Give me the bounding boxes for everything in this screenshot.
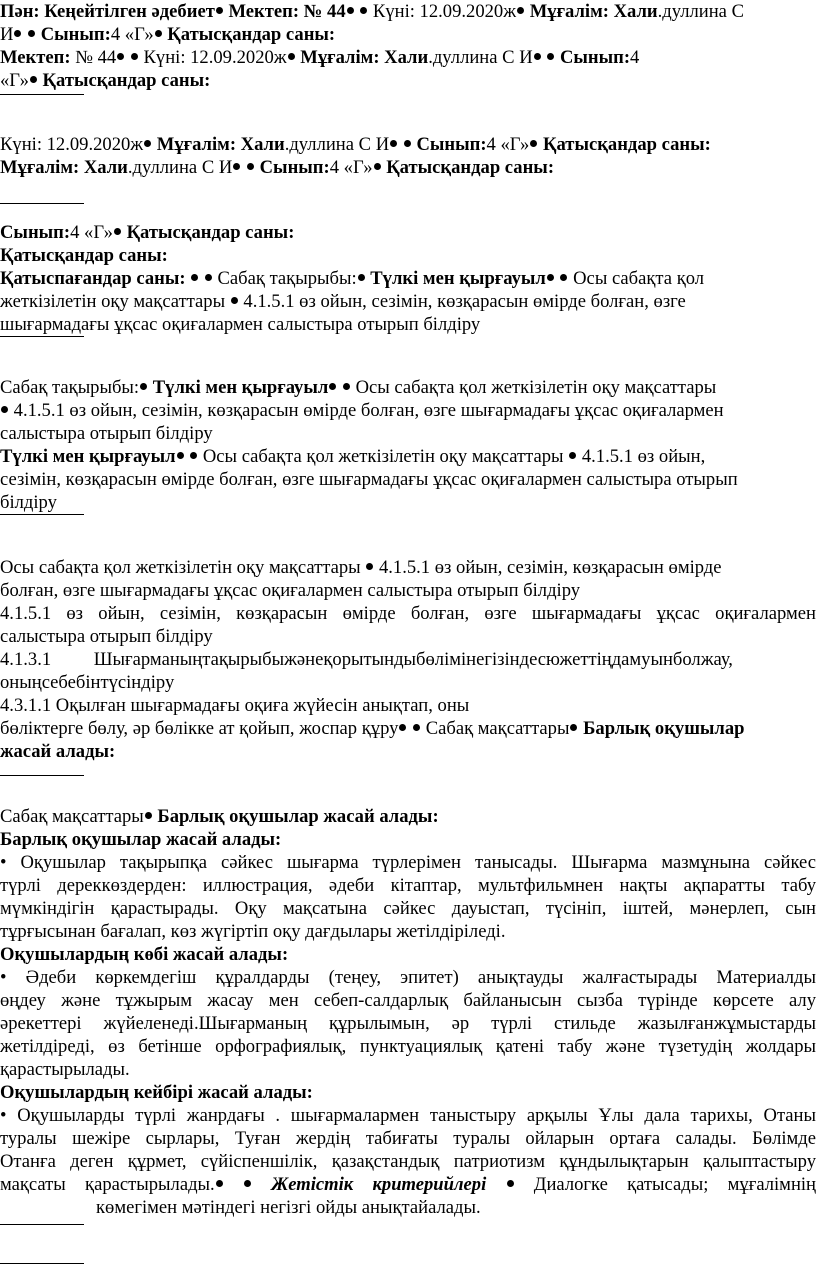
all-students-label: Барлық оқушылар <box>578 718 745 739</box>
teacher-name: .дуллина С <box>657 1 744 22</box>
line-4 <box>0 69 816 92</box>
criteria-label: Жетістік критерийлері <box>251 1174 487 1195</box>
topic-title: Түлкі мен қырғауыл <box>0 446 176 467</box>
bullet-icon <box>244 1180 251 1187</box>
objective-text: 4.1.5.1 өз ойын, <box>577 446 706 467</box>
footnote-rule <box>0 94 84 95</box>
line-21: салыстыра отырып білдіру <box>0 626 213 647</box>
bullet-icon <box>547 274 554 281</box>
objectives-label: Осы сабақта қол жеткізілетін оқу мақсаттары <box>350 377 717 398</box>
line-22: 4.1.3.1 Шығарманыңтақырыбыжәнеқорытындыбөлімінегізіндесюжеттіңдамуынболжау, <box>0 649 733 670</box>
line-29: • Оқушылар тақырыпқа сәйкес шығарма түрлерімен танысады. Шығарма мазмұнына сәйкес <box>0 852 816 873</box>
attendance-label: Қатысқандар саны: <box>381 157 555 178</box>
bullet-icon <box>413 724 420 731</box>
line-44: көмегімен мәтіндегі негізгі ойды анықтайалады. <box>96 1197 481 1218</box>
class-label: Сынып: <box>0 222 71 243</box>
footnote-rule <box>0 1224 84 1225</box>
bullet-icon <box>231 297 238 304</box>
bullet-icon <box>569 452 576 459</box>
topic-label: Сабақ тақырыбы: <box>0 377 140 398</box>
line-18 <box>0 556 816 579</box>
line-26 <box>0 740 816 763</box>
class-value: 4 «Г» <box>486 134 530 155</box>
bullet-icon <box>360 7 367 14</box>
line-24: 4.3.1.1 Оқылған шығармадағы оқиға жүйесін анықтап, оны <box>0 695 470 716</box>
teacher-initial: И <box>0 24 14 45</box>
line-35: өңдеу және тұжырым жасау мен себеп-салдарлық байланысын сызба түрінде көрсете алу <box>0 990 816 1011</box>
attendance-label: Қатысқандар саны: <box>37 70 211 91</box>
bullet-icon <box>28 30 35 37</box>
bullet-icon <box>366 563 373 570</box>
line-39 <box>0 1081 816 1104</box>
line-23: оныңсебебінтүсіндіру <box>0 672 175 693</box>
footnote-rule <box>0 775 84 776</box>
line-15 <box>0 445 816 468</box>
teacher-name: .дуллина С И <box>284 134 390 155</box>
line-43 <box>0 1173 816 1196</box>
class-label: Сынып: <box>411 134 487 155</box>
teacher-name: .дуллина С И <box>428 47 533 68</box>
date-text: Күні: 12.09.2020ж <box>368 1 517 22</box>
line-25 <box>0 717 816 740</box>
line-9 <box>0 267 816 290</box>
objectives-label: жеткізілетін оқу мақсаттары <box>0 291 226 312</box>
line-14: салыстыра отырып білдіру <box>0 423 213 444</box>
line-11: шығармадағы ұқсас оқиғалармен салыстыра отырып білдіру <box>0 314 481 335</box>
line-32: тұрғысынан бағалап, көз жүгіртіп оқу дағдылары жетілдіріледі. <box>0 921 506 942</box>
line-38: қарастырылады. <box>0 1059 130 1080</box>
bullet-icon <box>547 53 554 60</box>
line-19: болған, өзге шығармадағы ұқсас оқиғалармен салыстыра отырып білдіру <box>0 580 581 601</box>
bullet-icon <box>155 30 162 37</box>
goals-label: Сабақ мақсаттары <box>0 806 144 827</box>
bullet-icon <box>288 53 295 60</box>
bullet-icon <box>570 724 577 731</box>
teacher-label: Мұғалім: Хали <box>295 47 429 68</box>
bullet-icon <box>145 812 152 819</box>
class-letter: «Г» <box>0 70 29 91</box>
line-16: сезімін, көзқарасын өмірде болған, өзге шығармадағы ұқсас оқиғалармен салыстыра отырып <box>0 469 738 490</box>
bullet-icon <box>347 7 354 14</box>
line-27 <box>0 805 816 828</box>
class-label: Сынып: <box>555 47 631 68</box>
line-13 <box>0 399 816 422</box>
bullet-icon <box>329 383 336 390</box>
attendance-label: Қатысқандар саны: <box>121 222 295 243</box>
absent-label: Қатыспағандар саны: <box>0 268 186 289</box>
most-students-heading: Оқушылардың көбі жасай алады: <box>0 944 289 965</box>
all-students-label: Барлық оқушылар жасай алады: <box>152 806 439 827</box>
line-42: Отанға деген құрмет, сүйіспеншілік, қазақстандық патриотизм құндылықтарын қалыптастыру <box>0 1151 816 1172</box>
bullet-icon <box>117 53 124 60</box>
some-students-heading: Оқушылардың кейбірі жасай алады: <box>0 1082 313 1103</box>
bullet-icon <box>190 452 197 459</box>
bullet-icon <box>399 724 406 731</box>
line-6 <box>0 156 816 179</box>
line-34: • Әдеби көркемдегіш құралдарды (теңеу, эпитет) анықтауды жалғастырады Материалды <box>0 967 816 988</box>
footnote-rule <box>0 514 84 515</box>
line-1 <box>0 0 816 23</box>
line-3 <box>0 46 816 69</box>
bullet-icon <box>14 30 21 37</box>
bullet-icon <box>177 452 184 459</box>
teacher-label: Мұғалім: Хали <box>525 1 658 22</box>
line-40: • Оқушыларды түрлі жанрдағы . шығармалармен таныстыру арқылы Ұлы дала тарихы, Отаны <box>0 1105 816 1126</box>
all-students-heading: Барлық оқушылар жасай алады: <box>0 829 282 850</box>
goals-label: Сабақ мақсаттары <box>421 718 570 739</box>
objectives-label: Осы сабақта қол <box>568 268 705 289</box>
bullet-icon <box>1 406 8 413</box>
class-value: 4 «Г» <box>110 24 154 45</box>
objective-text: бөліктерге бөлу, әр бөлікке ат қойып, жоспар құру <box>0 718 399 739</box>
school-value: № 44 <box>70 47 117 68</box>
subject-label: Пән: Кеңейтілген әдебиет <box>0 1 215 22</box>
footnote-rule <box>0 336 84 337</box>
line-12 <box>0 376 816 399</box>
line-8 <box>0 244 816 267</box>
bullet-icon <box>358 274 365 281</box>
bullet-icon <box>517 7 524 14</box>
line-7 <box>0 221 816 244</box>
bullet-icon <box>30 76 37 83</box>
attendance-label: Қатысқандар саны: <box>0 245 168 266</box>
class-value: 4 «Г» <box>70 222 113 243</box>
teacher-name: .дуллина С И <box>127 157 233 178</box>
topic-title: Түлкі мен қырғауыл <box>148 377 329 398</box>
footnote-rule <box>0 203 84 204</box>
line-36: әрекеттері жүйеленеді.Шығарманың құрылымын, әр түрлі стильде жазылғанжұмыстарды <box>0 1013 816 1034</box>
line-2 <box>0 23 816 46</box>
line-41: туралы шежіре сырлары, Туған жердің табиғаты туралы ойларын ортаға салады. Бөлімде <box>0 1128 816 1149</box>
objective-text: 4.1.5.1 өз ойын, сезімін, көзқарасын өмірде болған, өзге <box>238 291 686 312</box>
class-value: 4 <box>630 47 640 68</box>
teacher-label: Мұғалім: Хали <box>152 134 285 155</box>
class-label: Сынып: <box>254 157 330 178</box>
line-30: түрлі дереккөздерден: иллюстрация, әдеби кітаптар, мультфильмнен нақты ақпаратты табу <box>0 875 816 896</box>
goal-text: мақсаты қарастырылады. <box>0 1174 215 1195</box>
bullet-icon <box>216 1180 223 1187</box>
bullet-icon <box>343 383 350 390</box>
topic-label: Сабақ тақырыбы: <box>212 268 357 289</box>
line-10 <box>0 290 816 313</box>
school-label: Мектеп: <box>0 47 71 68</box>
objectives-label: Осы сабақта қол жеткізілетін оқу мақсаттары <box>0 557 361 578</box>
class-label: Сынып: <box>36 24 111 45</box>
bullet-icon <box>507 1180 514 1187</box>
bullet-icon <box>374 163 381 170</box>
date-text: Күні: 12.09.2020ж <box>138 47 287 68</box>
bullet-icon <box>233 163 240 170</box>
class-value: 4 «Г» <box>329 157 373 178</box>
topic-title: Түлкі мен қырғауыл <box>365 268 546 289</box>
line-31: мүмкіндігін қарастырады. Оқу мақсатына сәйкес дауыстап, түсініп, іштей, мәнерлеп, сын <box>0 898 816 919</box>
bullet-icon <box>114 228 121 235</box>
objective-text: 4.1.5.1 өз ойын, сезімін, көзқарасын өмірде <box>374 557 722 578</box>
line-17: білдіру <box>0 492 57 513</box>
attendance-label: Қатысқандар саны: <box>162 24 336 45</box>
bullet-icon <box>560 274 567 281</box>
bullet-icon <box>534 53 541 60</box>
objectives-label: Осы сабақта қол жеткізілетін оқу мақсаттары <box>198 446 564 467</box>
line-33 <box>0 943 816 966</box>
footnote-rule <box>0 1263 84 1264</box>
criteria-text: Диалогке қатысады; мұғалімнің <box>514 1174 816 1195</box>
bullet-icon <box>247 163 254 170</box>
objective-text: 4.1.5.1 өз ойын, сезімін, көзқарасын өмірде болған, өзге шығармадағы ұқсас оқиғалармен <box>9 400 724 421</box>
all-students-label: жасай алады: <box>0 741 116 762</box>
bullet-icon <box>131 53 138 60</box>
bullet-icon <box>140 383 147 390</box>
school-label: Мектеп: № 44 <box>223 1 346 22</box>
line-20: 4.1.5.1 өз ойын, сезімін, көзқарасын өмірде болған, өзге шығармадағы ұқсас оқиғалармен <box>0 603 816 624</box>
bullet-icon <box>216 7 223 14</box>
bullet-icon <box>530 140 537 147</box>
attendance-label: Қатысқандар саны: <box>538 134 711 155</box>
line-28 <box>0 828 816 851</box>
bullet-icon <box>205 274 212 281</box>
bullet-icon <box>404 140 411 147</box>
date-text: Күні: 12.09.2020ж <box>0 134 144 155</box>
line-5 <box>0 133 816 156</box>
bullet-icon <box>191 274 198 281</box>
bullet-icon <box>390 140 397 147</box>
teacher-label: Мұғалім: Хали <box>0 157 128 178</box>
bullet-icon <box>144 140 151 147</box>
line-37: жетілдіреді, өз бетінше орфографиялық, пунктуациялық қатені табу және түзетудің жолдары <box>0 1036 816 1057</box>
